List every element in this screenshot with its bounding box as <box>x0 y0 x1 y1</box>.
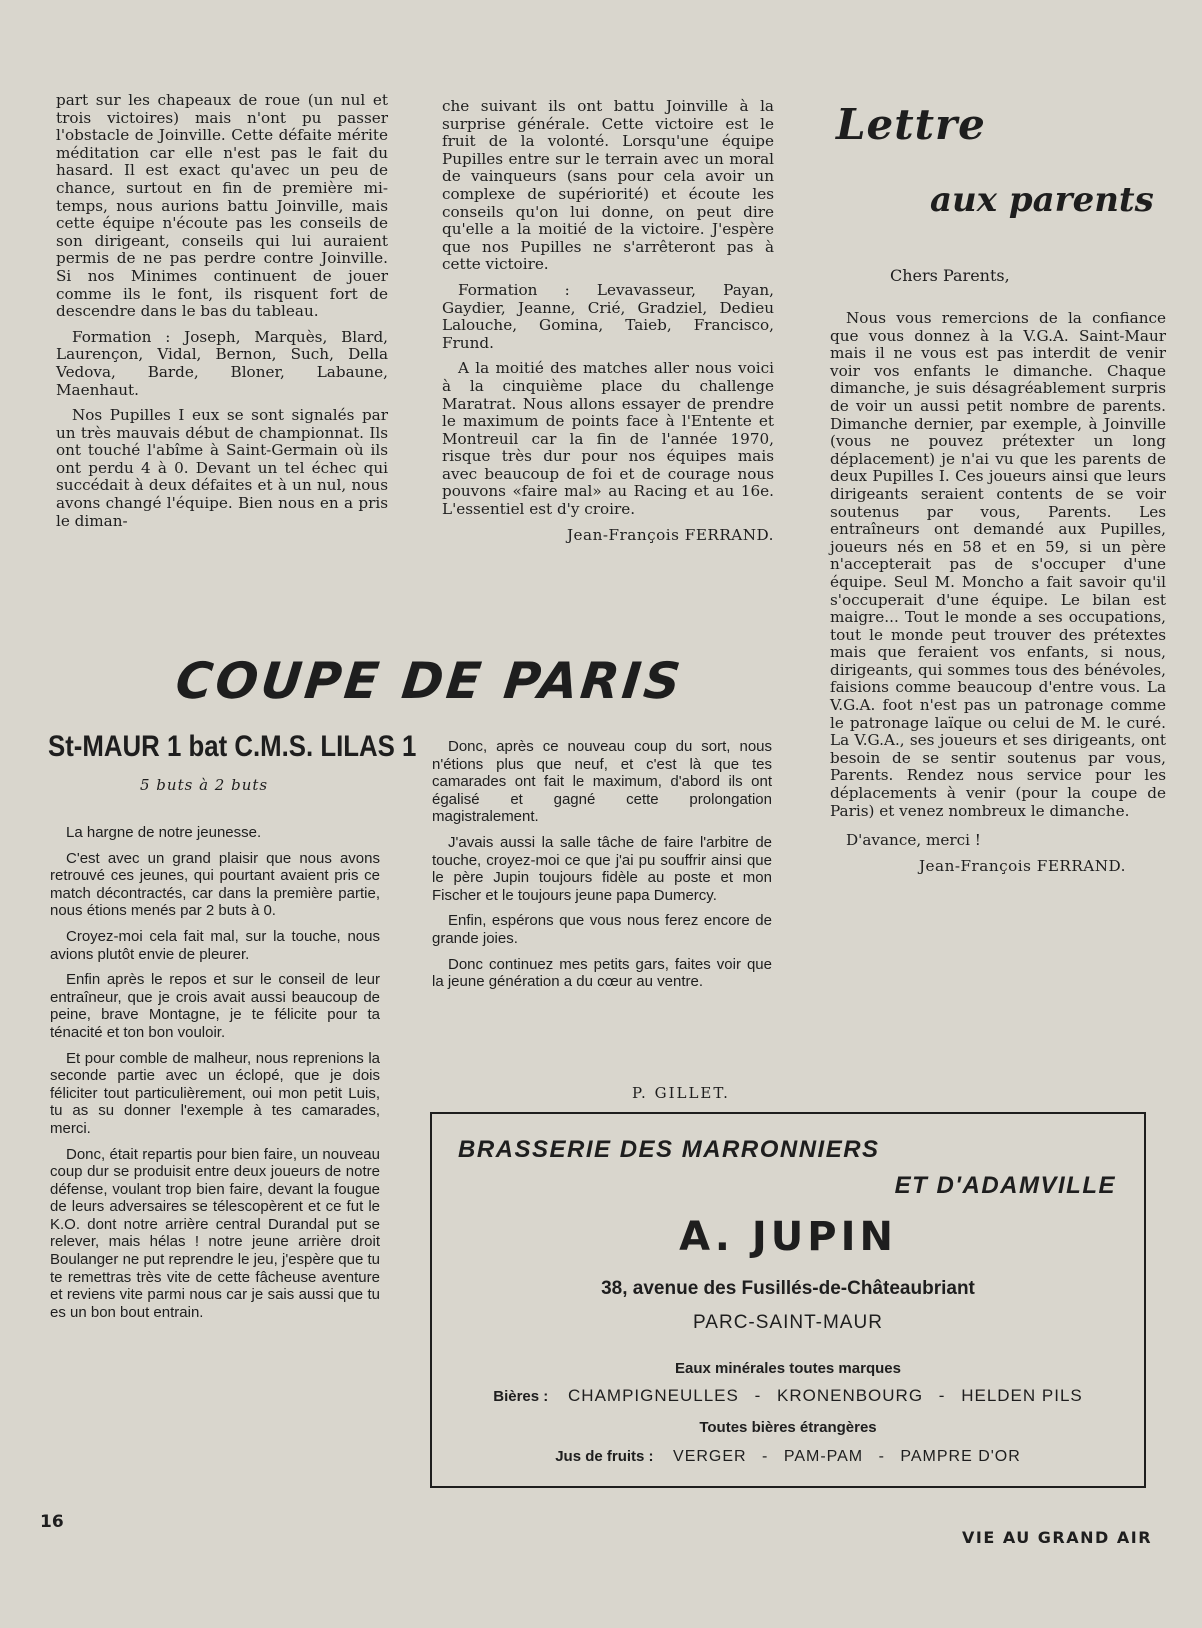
paragraph: Croyez-moi cela fait mal, sur la touche, nous avions plutôt envie de pleurer. <box>50 927 380 963</box>
paragraph: Enfin après le repos et sur le conseil de leur entraîneur, que je crois avait aussi beaucoup de peine, brave Montagne, je te félicite pour ta ténacité et ton bon vouloir. <box>50 971 380 1041</box>
brasserie-advertisement <box>430 1112 1146 1488</box>
letter-body <box>830 310 1166 875</box>
ad-juices <box>432 1448 1144 1466</box>
ad-beer: KRONENBOURG <box>776 1386 924 1405</box>
ad-separator: - <box>938 1386 946 1405</box>
ad-foreign-beers: Toutes bières étrangères <box>699 1419 877 1436</box>
letter-salutation: Chers Parents, <box>890 266 1010 285</box>
article-column-2 <box>442 98 774 544</box>
coupe-column-2 <box>432 738 772 999</box>
paragraph: A la moitié des matches aller nous voici à la cinquième place du challenge Maratrat. Nous allons essayer de prendre le maximum de points face à l'Entente et Montreuil car la fin de l'année 1970, risque très dur pour nos équipes mais avec beaucoup de foi et de courage nous pouvons «faire mal» au Racing et au 16e. L'essentiel est d'y croire. <box>442 359 774 519</box>
paragraph: Nos Pupilles I eux se sont signalés par un très mauvais début de championnat. Ils ont touché l'abîme à Saint-Germain où ils ont perdu 4 à 0. Devant un tel échec qui succédait à deux défaites et à un nul, nous avons changé l'équipe. Bien nous en a pris le diman- <box>56 406 388 530</box>
paragraph: Formation : Joseph, Marquès, Blard, Laurençon, Vidal, Bernon, Such, Della Vedova, Barde, Bloner, Labaune, Maenhaut. <box>56 327 388 399</box>
ad-beer: CHAMPIGNEULLES <box>568 1386 739 1405</box>
paragraph: Donc continuez mes petits gars, faites voir que la jeune génération a du cœur au ventre. <box>432 955 772 991</box>
paragraph: Et pour comble de malheur, nous reprenions la seconde partie avec un éclopé, que je dois féliciter tout particulièrement, oui mon petit Luis, tu as su donner l'exemple à tes camarades, merci. <box>50 1049 380 1137</box>
ad-heading-line1: BRASSERIE DES MARRONNIERS <box>458 1136 880 1163</box>
ad-heading-line2: ET D'ADAMVILLE <box>894 1172 1116 1199</box>
match-title: St-MAUR 1 bat C.M.S. LILAS 1 <box>48 730 417 763</box>
letter-title: Lettre <box>836 100 986 149</box>
paragraph: C'est avec un grand plaisir que nous avons retrouvé ces jeunes, qui pourtant avaient pris ce match décontractés, car dans la première partie, nous étions menés par 2 buts à 0. <box>50 849 380 920</box>
ad-beers-label: Bières : <box>493 1388 549 1405</box>
paragraph: Donc, était repartis pour bien faire, un nouveau coup dur se produisit entre deux joueurs de notre défense, voulant trop bien faire, devant la fougue de leurs adversaires se télescopèrent et ce fut le K.O. dont notre arrière central Durandal put se relever, mais hélas ! notre jeune arrière droit Boulanger ne put reprendre le jeu, j'espère que tu te remettras très vite de cette fâcheuse aventure et reviens vite parmi nous car je sais aussi que tu es un bon bout entrain. <box>50 1145 380 1321</box>
ad-mineral-water: Eaux minérales toutes marques <box>675 1360 901 1377</box>
paragraph: che suivant ils ont battu Joinville à la surprise générale. Cette victoire est le fruit de la volonté. Lorsqu'une équipe Pupilles entre sur le terrain avec un moral de vainqueurs (sans pour cela avoir un complexe de supériorité) et écoute les conseils qu'on lui donne, on peut dire qu'elle a la moitié de la victoire. J'espère que nos Pupilles ne s'arrêteront pas à cette victoire. <box>442 97 774 274</box>
ad-juice: VERGER <box>673 1448 747 1465</box>
paragraph: Enfin, espérons que vous nous ferez encore de grande joies. <box>432 912 772 947</box>
paragraph: Donc, après ce nouveau coup du sort, nous n'étions plus que neuf, et c'est là que tes camarades ont fait le maximum, d'abord ils ont égalisé et gagné cette prolongation magistralement. <box>432 738 772 826</box>
paragraph: part sur les chapeaux de roue (un nul et trois victoires) mais n'ont pu passer l'obstacle de Joinville. Cette défaite mérite méditation car elle n'est pas le fait du hasard. Il est exact qu'avec un peu de chance, surtout en fin de première mi-temps, nous aurions battu Joinville, mais cette équipe n'écoute pas les conseils de son dirigeant, conseils qui lui auraient permis de ne pas perdre contre Joinville. Si nos Minimes continuent de jouer comme ils le font, ils risquent fort de descendre dans le bas du tableau. <box>56 91 388 321</box>
ad-separator: - <box>754 1386 762 1405</box>
coupe-column-1 <box>50 824 380 1329</box>
ad-proprietor: A. JUPIN <box>679 1214 897 1260</box>
ad-juices-label: Jus de fruits : <box>555 1448 654 1465</box>
article-column-1 <box>56 92 388 538</box>
paragraph: La hargne de notre jeunesse. <box>66 824 262 841</box>
letter-closing: D'avance, merci ! <box>846 831 981 850</box>
match-score: 5 buts à 2 buts <box>140 776 269 794</box>
paragraph: Formation : Levavasseur, Payan, Gaydier, Jeanne, Crié, Gradziel, Dedieu Lalouche, Gomina, Taieb, Francisco, Frund. <box>442 280 774 352</box>
ad-beers <box>432 1386 1144 1406</box>
ad-address: 38, avenue des Fusillés-de-Châteaubriant <box>601 1278 975 1299</box>
section-heading: COUPE DE PARIS <box>172 652 687 710</box>
ad-separator: - <box>878 1448 885 1465</box>
ad-beer: HELDEN PILS <box>961 1386 1083 1405</box>
ad-city: PARC-SAINT-MAUR <box>693 1312 883 1333</box>
magazine-name: VIE AU GRAND AIR <box>962 1528 1153 1547</box>
ad-separator: - <box>762 1448 769 1465</box>
paragraph: Nous vous remercions de la confiance que vous donnez à la V.G.A. Saint-Maur mais il ne vous est pas interdit de venir voir vos enfants le dimanche. Chaque dimanche, je suis désagréablement surpris de voir un aussi petit nombre de parents. Dimanche dernier, par exemple, à Joinville (vous ne pouvez prétexter un long déplacement) je n'ai vu que les parents de deux Pupilles I. Ces joueurs ainsi que leurs dirigeants seraient contents de se voir soutenus par vous, Parents. Les entraîneurs ont demandé aux Pupilles, joueurs nés en 58 et en 59, si un père n'accepterait pas de s'occuper d'une équipe. Seul M. Moncho a fait savoir qu'il s'occuperait d'une équipe. Le bilan est maigre... Tout le monde a ses occupations, tout le monde peut trouver des prétextes mais que feraient vos enfants, si nous, dirigeants, qui sommes tous des bénévoles, faisions comme beaucoup d'entre vous. La V.G.A. foot n'est pas un patronage comme le patronage laïque ou celui de M. le curé. La V.G.A., ses joueurs et ses dirigeants, ont besoin de se sentir soutenus par vous, Parents. Rendez nous service pour les déplacements à venir (pour la coupe de Paris) et venez nombreux le dimanche. <box>830 309 1166 820</box>
letter-signature: Jean-François FERRAND. <box>918 856 1126 875</box>
ad-juice: PAM-PAM <box>783 1448 864 1465</box>
coupe-signature: P. GILLET. <box>632 1084 730 1102</box>
paragraph: J'avais aussi la salle tâche de faire l'arbitre de touche, croyez-moi ce que j'ai pu souffrir ainsi que le père Jupin toujours fidèle au poste et mon Fischer et le toujours jeune papa Dumercy. <box>432 833 772 904</box>
ad-juice: PAMPRE D'OR <box>900 1448 1021 1465</box>
letter-subtitle: aux parents <box>930 180 1154 220</box>
article-signature: Jean-François FERRAND. <box>566 525 774 544</box>
page-number: 16 <box>40 1512 64 1532</box>
